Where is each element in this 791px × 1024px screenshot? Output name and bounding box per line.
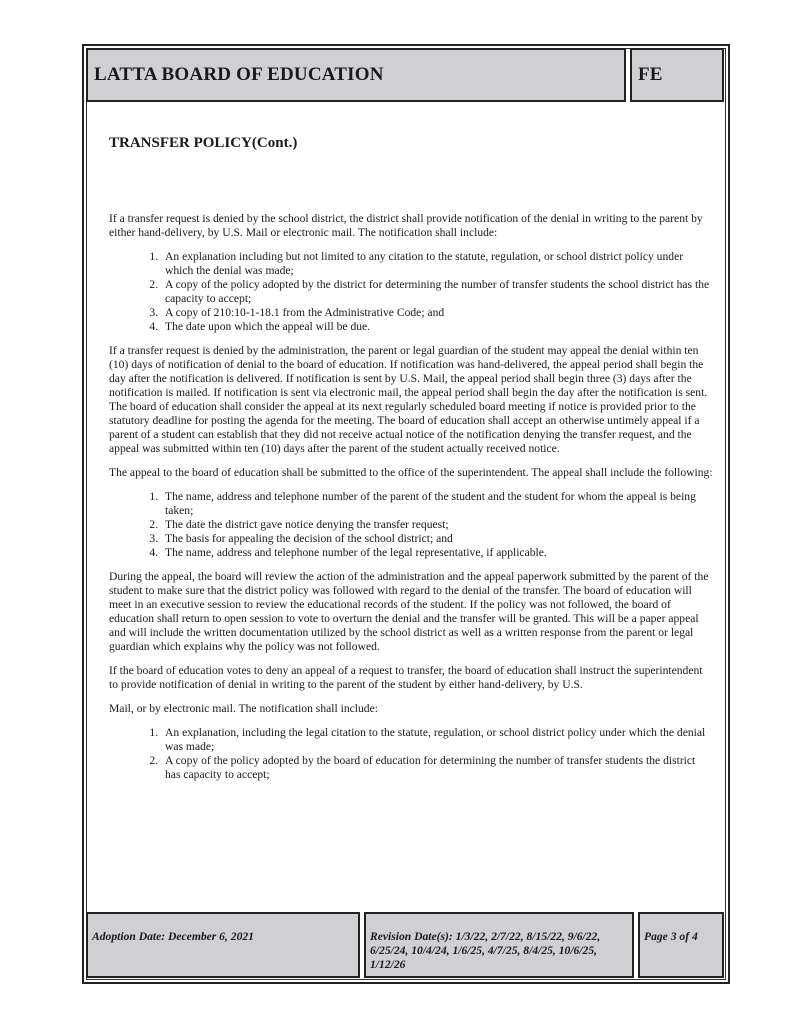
paragraph-appeal-submission: The appeal to the board of education shall be submitted to the office of the superintendent. The appeal shall include the following: bbox=[109, 466, 713, 479]
paragraph-appeal-review: During the appeal, the board will review the action of the administration and the appeal paperwork submitted by the parent of the student to make sure that the district policy was followed with regard to the denial of the transfer. The board of education will meet in an executive session to review the educational records of the student. If the policy was not followed, the board of education shall return to open session to vote to overturn the denial and the transfer will be granted. This will be a paper appeal and will include the written documentation utilized by the school district as well as a written response from the parent or legal guardian which explains why the policy was not followed. bbox=[109, 570, 709, 653]
list-item: 2. A copy of the policy adopted by the district for determining the number of transfer students the school district has the capacity to accept; bbox=[161, 278, 713, 306]
paragraph-mail-notification: Mail, or by electronic mail. The notification shall include: bbox=[109, 702, 378, 715]
header-title-cell bbox=[86, 48, 626, 102]
document-header bbox=[84, 46, 728, 104]
list-item: 1. An explanation, including the legal citation to the statute, regulation, or school district policy under which the denial was made; bbox=[161, 726, 713, 754]
page-number: Page 3 of 4 bbox=[638, 912, 724, 978]
list-item: 4. The name, address and telephone number of the legal representative, if applicable. bbox=[161, 546, 713, 560]
adoption-date: Adoption Date: December 6, 2021 bbox=[86, 912, 360, 978]
list-item: 3. The basis for appealing the decision of the school district; and bbox=[161, 532, 713, 546]
policy-subtitle: TRANSFER POLICY(Cont.) bbox=[109, 135, 298, 151]
list-appeal-contents bbox=[109, 490, 713, 560]
document-frame bbox=[82, 44, 730, 984]
header-code-cell bbox=[630, 48, 724, 102]
list-denial-notification-contents bbox=[109, 726, 713, 782]
list-item: 2. A copy of the policy adopted by the board of education for determining the number of transfer students the district has capacity to accept; bbox=[161, 754, 713, 782]
paragraph-appeal-denied: If the board of education votes to deny an appeal of a request to transfer, the board of education shall instruct the superintendent to provide notification of denial in writing to the parent of the student by either hand-delivery, by U.S. bbox=[109, 664, 703, 691]
header-title: LATTA BOARD OF EDUCATION bbox=[94, 64, 384, 85]
list-notification-contents bbox=[109, 250, 713, 334]
list-item: 3. A copy of 210:10-1-18.1 from the Administrative Code; and bbox=[161, 306, 713, 320]
paragraph-denial-notice: If a transfer request is denied by the school district, the district shall provide notification of the denial in writing to the parent by either hand-delivery, by U.S. Mail or electronic mail. The notification shall include: bbox=[109, 212, 703, 239]
list-item: 1. An explanation including but not limited to any citation to the statute, regulation, or school district policy under which the denial was made; bbox=[161, 250, 713, 278]
revision-dates: Revision Date(s): 1/3/22, 2/7/22, 8/15/22, 9/6/22, 6/25/24, 10/4/24, 1/6/25, 4/7/25, 8/4/25, 10/6/25, 1/12/26 bbox=[364, 912, 634, 978]
list-item: 1. The name, address and telephone number of the parent of the student and the student for whom the appeal is being taken; bbox=[161, 490, 713, 518]
list-item: 2. The date the district gave notice denying the transfer request; bbox=[161, 518, 713, 532]
list-item: 4. The date upon which the appeal will be due. bbox=[161, 320, 713, 334]
document-footer bbox=[84, 908, 728, 980]
document-body bbox=[109, 136, 713, 792]
policy-code: FE bbox=[638, 64, 663, 85]
paragraph-appeal-period: If a transfer request is denied by the administration, the parent or legal guardian of the student may appeal the denial within ten (10) days of notification of denial to the board of education. If notification was hand-delivered, the appeal period shall begin the day after the notification is delivered. If notification is sent by U.S. Mail, the appeal period shall begin three (3) days after the notification is mailed. If notification is sent via electronic mail, the appeal period shall begin the day after the notification is sent. The board of education shall consider the appeal at its next regularly scheduled board meeting if notice is provided prior to the statutory deadline for posting the agenda for the meeting. The board of education shall accept an otherwise untimely appeal if a parent of a student can establish that they did not receive actual notice of the notification denying the transfer request, and the appeal was submitted within ten (10) days after the parent of the student actually received notice. bbox=[109, 344, 708, 455]
